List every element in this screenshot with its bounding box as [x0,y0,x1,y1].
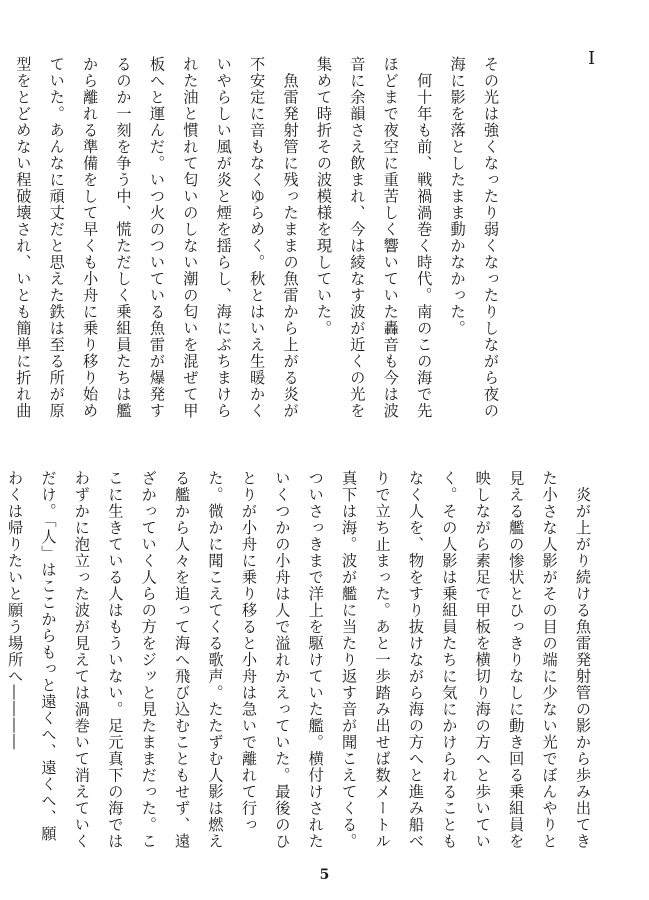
text-block-top [0,56,507,426]
chapter-number: I [588,48,596,69]
paragraph: 魚雷発射管に残ったままの魚雷から上がる炎が不安定に音もなくゆらめく。秋とはいえ生暖かくいやらしい風が炎と煙を揺らし、海にぶちまけられた油と慣れて匂いのしない潮の匂いを混ぜて甲板へと運んだ。いつ火のついている魚雷が爆発するのか一刻を争う中、慌ただしく乗組員たちは艦から離れる準備をして早くも小舟に乗り移り始めていた。あんなに頑丈だと思えた鉄は至る所が原型をとどめない程破壊され、いとも簡単に折れ曲 [14,56,300,419]
text-block-bottom [0,470,599,850]
paragraph: 炎が上がり続ける魚雷発射管の影から歩み出てきた小さな人影がその目の端に少ない光でぼんやりと見える艦の惨状とひっきりなしに動き回る乗組員を映しながら素足で甲板を横切り海の方へと歩いていく。その人影は乗組員たちに気にかけられることもなく人を、物をすり抜けながら海の方へと進み船べりで立ち止まった。あと一歩踏み出せば数メートル真下は海。波が艦に当たり返す音が聞こえてくる。ついさっきまで洋上を駆けていた艦。横付けされたいくつかの小舟は人で溢れかえっていた。最後のひとりが小舟に乗り移ると小舟は急いで離れて行った。微かに聞こえてくる歌声。たたずむ人影は燃える艦から人々を追って海へ飛び込むこともせず、遠ざかっていく人らの方をジッと見たままだった。ここに生きている人はもういない。足元真下の海ではわずかに泡立った波が見えては渦巻いて消えていくだけ。「人」はここからもっと遠くへ、遠くへ、願わくは帰りたいと願う場所へ―――― [6,470,592,850]
paragraph: その光は強くなったり弱くなったりしながら夜の海に影を落としたまま動かなかった。 [448,56,500,419]
paragraph: 何十年も前、戦禍渦巻く時代。南のこの海で先ほどまで夜空に重苦しく響いていた轟音も今は波音に余韻さえ飲まれ、今は綾なす波が近くの光を集めて時折その波模様を現していた。 [314,56,434,419]
page-number: 5 [319,867,330,883]
